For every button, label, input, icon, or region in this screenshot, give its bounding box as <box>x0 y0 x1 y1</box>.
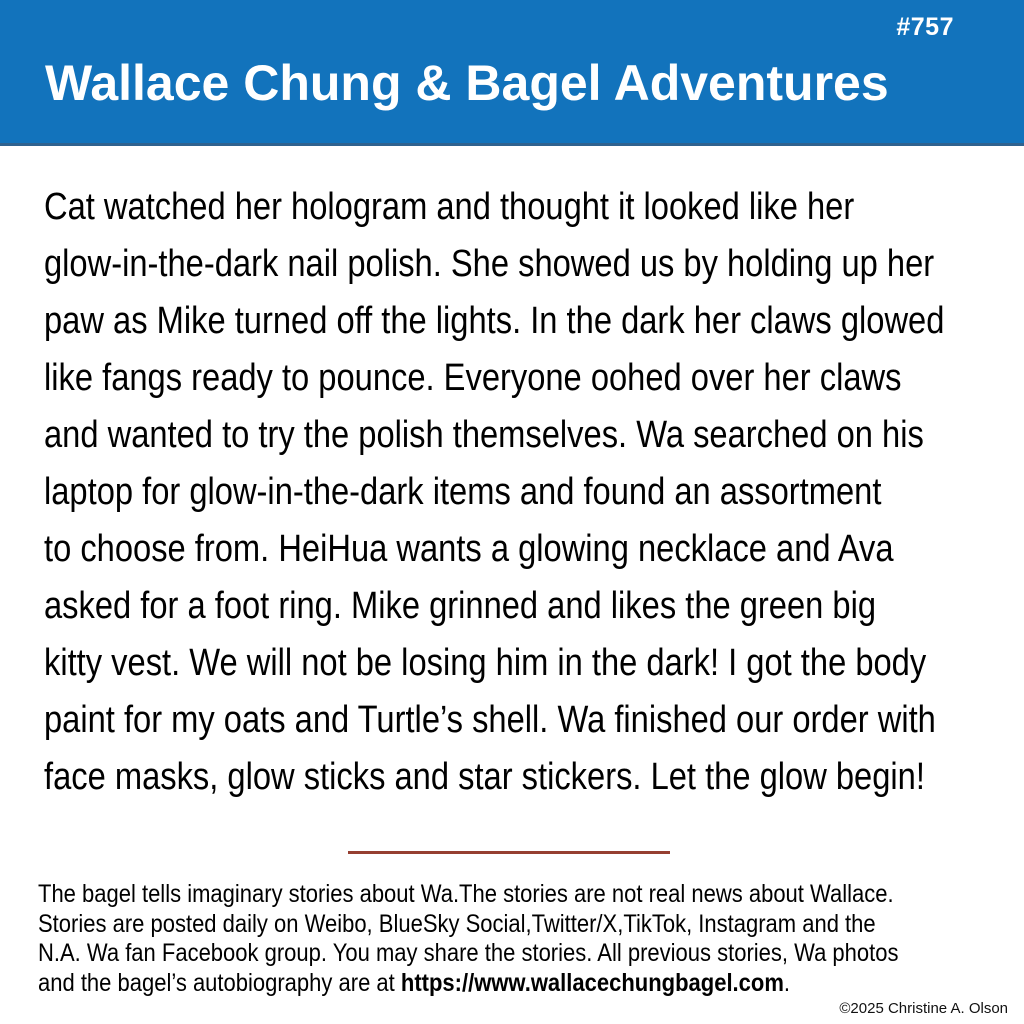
footer-line: The bagel tells imaginary stories about Wa.The stories are not real news about Wallace. <box>38 880 894 908</box>
issue-number: #757 <box>896 13 954 41</box>
divider-rule <box>348 851 670 854</box>
story-line: kitty vest. We will not be losing him in the dark! I got the body <box>44 642 927 684</box>
story-line: glow-in-the-dark nail polish. She showed us by holding up her <box>44 243 935 285</box>
story-line: laptop for glow-in-the-dark items and found an assortment <box>44 471 882 513</box>
story-line: asked for a foot ring. Mike grinned and likes the green big <box>44 585 877 627</box>
footer-disclaimer <box>38 880 1024 998</box>
footer-line-suffix: . <box>783 968 791 997</box>
story-line: Cat watched her hologram and thought it looked like her <box>44 186 855 228</box>
footer-line <box>38 969 1024 999</box>
story-line: paint for my oats and Turtle’s shell. Wa finished our order with <box>44 699 936 741</box>
story-text <box>44 179 1024 806</box>
website-url: https://www.wallacechungbagel.com <box>400 968 784 997</box>
story-line: face masks, glow sticks and star stickers. Let the glow begin! <box>44 756 925 798</box>
footer-line: Stories are posted daily on Weibo, BlueSky Social,Twitter/X,TikTok, Instagram and the <box>38 909 876 938</box>
story-line: paw as Mike turned off the lights. In the dark her claws glowed <box>44 300 945 342</box>
copyright-notice: ©2025 Christine A. Olson <box>839 1000 1008 1017</box>
footer-line: N.A. Wa fan Facebook group. You may share the stories. All previous stories, Wa photos <box>38 939 899 967</box>
story-line: to choose from. HeiHua wants a glowing necklace and Ava <box>44 528 894 570</box>
footer-line-prefix: and the bagel’s autobiography are at <box>38 968 401 997</box>
story-line: and wanted to try the polish themselves. Wa searched on his <box>44 414 924 456</box>
page-title: Wallace Chung & Bagel Adventures <box>45 54 889 111</box>
header-banner <box>0 0 1024 146</box>
story-line: like fangs ready to pounce. Everyone oohed over her claws <box>44 357 902 399</box>
